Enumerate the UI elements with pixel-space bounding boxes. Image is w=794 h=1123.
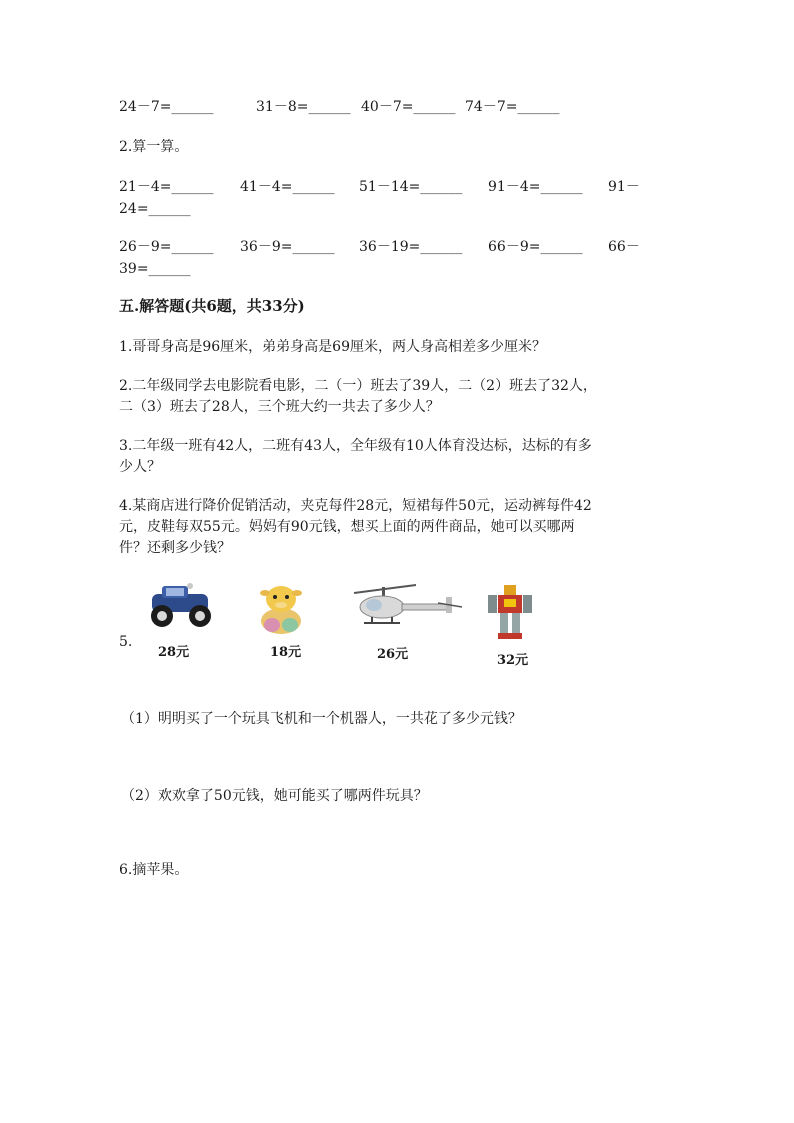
equation: 40－7=______ xyxy=(361,99,456,115)
equation: 91－4=______ xyxy=(488,179,583,195)
toy-cow-icon xyxy=(254,583,308,635)
sub-question-1: （1）明明买了一个玩具飞机和一个机器人，一共花了多少元钱？ xyxy=(121,711,522,727)
question-title: 2.算一算。 xyxy=(119,139,189,155)
toy-price: 28元 xyxy=(158,645,190,660)
sub-question-2: （2）欢欢拿了50元钱，她可能买了哪两件玩具？ xyxy=(121,788,428,804)
problem-2-line1: 2.二年级同学去电影院看电影，二（一）班去了39人，二（2）班去了32人， xyxy=(119,378,597,394)
equation: 36－9=______ xyxy=(240,239,335,255)
problem-2-line2: 二（3）班去了28人，三个班大约一共去了多少人？ xyxy=(119,399,440,415)
equation: 24－7=______ xyxy=(119,99,214,115)
problem-1: 1.哥哥身高是96厘米，弟弟身高是69厘米，两人身高相差多少厘米？ xyxy=(119,339,546,355)
problem-4-line1: 4.某商店进行降价促销活动，夹克每件28元，短裙每件50元，运动裤每件42 xyxy=(119,498,592,514)
equation: 39=______ xyxy=(119,261,191,277)
equation: 41－4=______ xyxy=(240,179,335,195)
problem-3-line1: 3.二年级一班有42人，二班有43人，全年级有10人体育没达标，达标的有多 xyxy=(119,438,592,454)
equation: 66－ xyxy=(608,239,640,255)
toy-price: 18元 xyxy=(270,645,302,660)
toy-price: 32元 xyxy=(497,653,529,668)
problem-6: 6.摘苹果。 xyxy=(119,862,189,878)
toy-car-icon xyxy=(140,580,222,632)
problem-5-label: 5. xyxy=(119,634,133,650)
equation: 91－ xyxy=(608,179,640,195)
problem-4-line3: 件？还剩多少钱？ xyxy=(119,540,231,556)
equation: 36－19=______ xyxy=(359,239,463,255)
toy-helicopter-icon xyxy=(346,583,464,633)
problem-3-line2: 少人？ xyxy=(119,459,161,475)
equation: 66－9=______ xyxy=(488,239,583,255)
section-heading: 五.解答题(共6题，共33分) xyxy=(119,297,305,315)
toy-price: 26元 xyxy=(377,647,409,662)
equation: 51－14=______ xyxy=(359,179,463,195)
equation: 74－7=______ xyxy=(465,99,560,115)
toy-robot-icon xyxy=(486,583,534,641)
problem-4-line2: 元，皮鞋每双55元。妈妈有90元钱，想买上面的两件商品，她可以买哪两 xyxy=(119,519,575,535)
equation: 26－9=______ xyxy=(119,239,214,255)
equation: 24=______ xyxy=(119,201,191,217)
equation: 21－4=______ xyxy=(119,179,214,195)
equation: 31－8=______ xyxy=(256,99,351,115)
